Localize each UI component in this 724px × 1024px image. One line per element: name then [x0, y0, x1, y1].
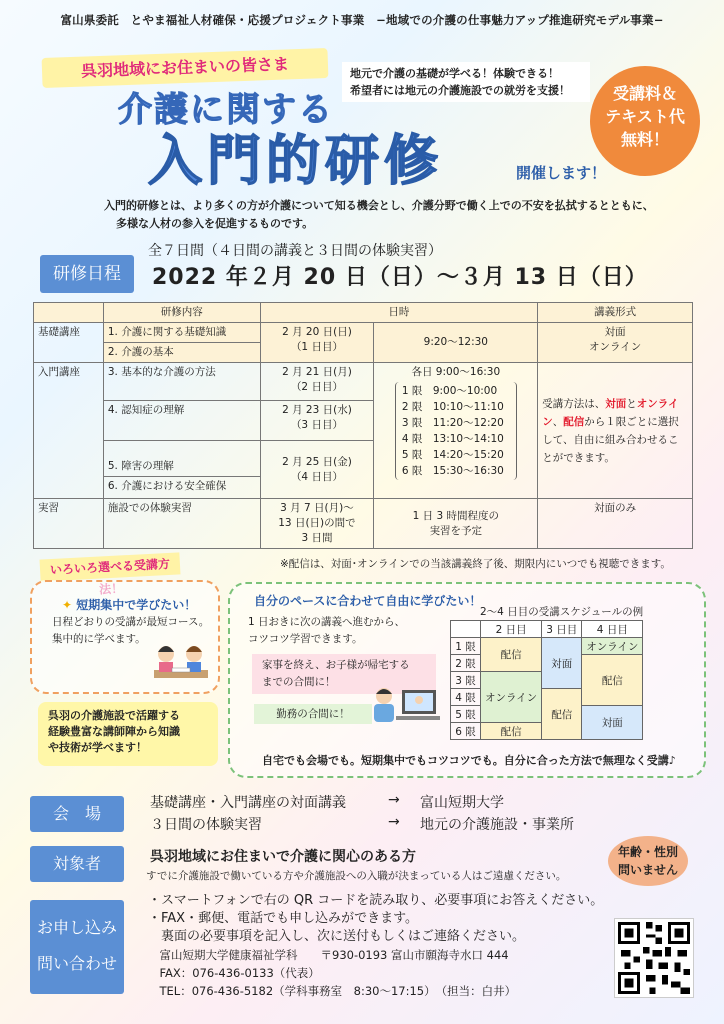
- apply-line-5: FAX：076-436-0133（代表）: [148, 966, 320, 980]
- basic-style-2: オンライン: [589, 341, 642, 353]
- table-header-content: 研修内容: [103, 303, 260, 323]
- table-header-row: [34, 303, 693, 323]
- arrow-right-icon: →: [388, 814, 400, 830]
- course-basic: 基礎講座: [34, 323, 104, 363]
- table-row: [451, 638, 643, 655]
- mini-row-label: 3 限: [451, 672, 481, 689]
- period-2: 2 限 10:10〜11:10: [401, 401, 504, 413]
- flexible-line-2: コツコツ学習できます。: [248, 633, 363, 645]
- intro-item-3: 3. 基本的な介護の方法: [103, 363, 260, 401]
- laptop-user-illustration-icon: [366, 682, 442, 730]
- venue-label: 会 場: [30, 796, 124, 832]
- held-text: 開催します！: [516, 164, 607, 182]
- delivery-note: ※配信は、対面･オンラインでの当該講義終了後、期限内にいつでも視聴できます。: [280, 558, 671, 570]
- venue-dest-2: 地元の介護施設・事業所: [420, 817, 574, 833]
- basic-day-text: （1 日目）: [290, 341, 343, 353]
- table-row: [34, 363, 693, 401]
- mini-cell-taimen: 対面: [582, 706, 643, 740]
- course-intro: 入門講座: [34, 363, 104, 499]
- apply-line-6: TEL：076-436-5182（学科事務室 8:30〜17:15） （担当：白井）: [148, 984, 517, 998]
- work-break-note: 勤務の合間に！: [254, 704, 372, 724]
- practice-date-3: 3 日間: [301, 532, 333, 544]
- mini-header-day4: 4 日目: [582, 621, 643, 638]
- intro-day-3-text: （4 日目）: [290, 470, 343, 483]
- arrow-right-icon: →: [388, 792, 400, 808]
- mini-row-label: 4 限: [451, 689, 481, 706]
- apply-line-2: ・FAX・郵便、電話でも申し込みができます。: [148, 911, 419, 926]
- target-label: 対象者: [30, 846, 124, 882]
- table-header-datetime: 日時: [260, 303, 538, 323]
- intro-line-2: 多様な人材の参入を促進するものです。: [116, 217, 314, 230]
- schedule-table: [33, 302, 693, 549]
- methods-tag: いろいろ選べる受講方法！: [40, 552, 181, 581]
- basic-item-2: 2. 介護の基本: [103, 343, 260, 363]
- title-sub: 介護に関する: [118, 90, 334, 130]
- table-row: [34, 499, 693, 549]
- practice-time: [374, 499, 538, 549]
- mini-cell-taimen: 対面: [542, 638, 582, 689]
- intro-item-4: 4. 認知症の理解: [103, 401, 260, 441]
- intro-date-1: [260, 363, 374, 401]
- feature-line-1: 地元で介護の基礎が学べる！体験できる！: [350, 67, 559, 80]
- housework-line-1: 家事を終え、お子様が帰宅する: [262, 659, 410, 671]
- mini-row-label: 1 限: [451, 638, 481, 655]
- period-1: 1 限 9:00〜10:00: [401, 385, 498, 397]
- period-3: 3 限 11:20〜12:20: [401, 417, 504, 429]
- basic-item-1: 1. 介護に関する基礎知識: [103, 323, 260, 343]
- mini-header-day3: 3 日目: [542, 621, 582, 638]
- age-line-2: 問いません: [617, 863, 678, 877]
- mini-cell-haishin: 配信: [542, 689, 582, 740]
- practice-date-2: 13 日(日)の間で: [278, 517, 356, 529]
- free-line-2: テキスト代: [605, 107, 685, 126]
- style-text-b: 対面: [605, 397, 627, 410]
- housework-line-2: までの合間に！: [262, 676, 336, 688]
- apply-label-2: 問い合わせ: [36, 954, 117, 973]
- mini-cell-haishin: 配信: [481, 723, 542, 740]
- mini-row-label: 2 限: [451, 655, 481, 672]
- practice-time-2: 実習を予定: [429, 524, 483, 537]
- apply-label: [30, 900, 124, 994]
- qr-code-icon[interactable]: [614, 918, 694, 998]
- mini-cell-online: オンライン: [481, 672, 542, 723]
- mini-header-blank: [451, 621, 481, 638]
- free-badge: [590, 66, 700, 176]
- apply-line-4: 富山短期大学健康福祉学科 〒930-0193 富山市願海寺水口 444: [148, 948, 509, 962]
- instructor-line-2: 経験豊富な講師陣から知識: [48, 725, 180, 738]
- style-text-c: と: [626, 397, 637, 410]
- basic-date: [260, 323, 374, 363]
- period-5: 5 限 14:20〜15:20: [401, 449, 504, 461]
- table-header-blank: [34, 303, 104, 323]
- venue-line-1: 基礎講座・入門講座の対面講義: [150, 795, 346, 811]
- bulb-icon: ✦: [62, 598, 73, 612]
- basic-time: 9:20〜12:30: [374, 323, 538, 363]
- short-course-line-1: 日程どおりの受講が最短コース。: [52, 616, 210, 628]
- practice-time-1: 1 日 3 時間程度の: [412, 509, 499, 522]
- basic-style: [538, 323, 693, 363]
- intro-time: [374, 363, 538, 499]
- mini-schedule-table: [450, 620, 643, 740]
- mini-schedule-title: 2〜4 日目の受講スケジュールの例: [480, 606, 644, 618]
- short-course-title: [62, 596, 196, 613]
- apply-body: [148, 892, 604, 1000]
- mini-cell-haishin: 配信: [582, 655, 643, 706]
- style-text-e: 、: [552, 415, 564, 428]
- mini-header-row: [451, 621, 643, 638]
- intro-date-1-text: 2 月 21 日(月): [282, 366, 352, 378]
- schedule-label: 研修日程: [40, 255, 134, 293]
- intro-item-6: 6. 介護における安全確保: [103, 477, 260, 499]
- schedule-date-range: 2022 年２月 20 日（日）〜３月 13 日（日）: [152, 265, 648, 290]
- style-text-a: 受講方法は、: [542, 397, 606, 410]
- mini-header-day2: 2 日目: [481, 621, 542, 638]
- period-4: 4 限 13:10〜14:10: [401, 433, 504, 445]
- mini-cell-online: オンライン: [582, 638, 643, 655]
- venue-dest-1: 富山短期大学: [420, 795, 504, 811]
- practice-date-1: 3 月 7 日(月)〜: [280, 502, 354, 514]
- mini-cell-haishin: 配信: [481, 638, 542, 672]
- intro-date-2: [260, 401, 374, 441]
- period-6: 6 限 15:30〜16:30: [401, 465, 504, 477]
- flexible-course-title: [254, 592, 481, 609]
- audience-tag: 呉羽地域にお住まいの皆さま: [42, 48, 329, 88]
- intro-date-3-text: 2 月 25 日(金): [282, 455, 352, 468]
- practice-content: 施設での体験実習: [103, 499, 260, 549]
- instructor-line-3: や技術が学べます！: [48, 741, 147, 754]
- intro-time-head: 各日 9:00〜16:30: [411, 366, 501, 378]
- page-title: 入門的研修: [148, 129, 443, 192]
- period-list: [395, 382, 517, 480]
- sponsor-line: 富山県委託 とやま福祉人材確保・応援プロジェクト事業 −地域での介護の仕事魅力アップ推進研究モデル事業−: [60, 13, 664, 27]
- flexible-course-title-text: 自分のペースに合わせて自由に学びたい！: [254, 594, 482, 608]
- basic-date-text: 2 月 20 日(日): [282, 326, 352, 338]
- practice-date: [260, 499, 374, 549]
- flexible-course-body: [248, 614, 405, 648]
- basic-style-1: 対面: [604, 326, 626, 338]
- age-gender-badge: [608, 836, 688, 886]
- students-illustration-icon: [150, 632, 212, 688]
- style-text-f: 配信: [563, 415, 585, 428]
- feature-line-2: 希望者には地元の介護施設での就労を支援！: [350, 84, 570, 97]
- mini-row-label: 6 限: [451, 723, 481, 740]
- feature-box: [342, 62, 590, 102]
- intro-date-3: [260, 441, 374, 499]
- intro-day-1-text: （2 日目）: [290, 381, 343, 393]
- intro-item-5: 5. 障害の理解: [103, 441, 260, 477]
- intro-style: [538, 363, 693, 499]
- table-row: [34, 323, 693, 343]
- target-sub: すでに介護施設で働いている方や介護施設への入職が決まっている人はご遠慮ください。: [146, 870, 567, 882]
- intro-day-2-text: （3 日目）: [290, 419, 343, 431]
- intro-line-1: 入門的研修とは、より多くの方が介護について知る機会とし、介護分野で働く上での不安を払拭するとともに、: [104, 199, 654, 212]
- short-course-title-text: 短期集中で学びたい！: [76, 598, 197, 612]
- target-main: 呉羽地域にお住まいで介護に関心のある方: [150, 849, 416, 865]
- intro-text: [104, 197, 664, 233]
- instructor-line-1: 呉羽の介護施設で活躍する: [48, 709, 180, 722]
- age-line-1: 年齢・性別: [617, 845, 678, 859]
- methods-summary: 自宅でも会場でも。短期集中でもコツコツでも。自分に合った方法で無理なく受講♪: [262, 754, 676, 767]
- practice-style: 対面のみ: [538, 499, 693, 549]
- instructor-note: [38, 702, 218, 766]
- style-text-d: オンライン: [542, 397, 679, 428]
- venue-line-2: ３日間の体験実習: [150, 817, 262, 833]
- flexible-line-1: 1 日おきに次の講義へ進むから、: [248, 616, 406, 628]
- mini-row-label: 5 限: [451, 706, 481, 723]
- intro-date-2-text: 2 月 23 日(水): [282, 404, 352, 416]
- apply-line-3: 裏面の必要事項を記入し、次に送付もしくはご連絡ください。: [148, 929, 526, 944]
- free-line-3: 無料！: [620, 130, 669, 149]
- apply-label-1: お申し込み: [36, 918, 117, 937]
- short-course-line-2: 集中的に学べます。: [52, 633, 146, 645]
- table-header-style: 講義形式: [538, 303, 693, 323]
- free-line-1: 受講料＆: [612, 84, 677, 103]
- schedule-period: 全７日間（４日間の講義と３日間の体験実習）: [148, 243, 442, 259]
- course-practice: 実習: [34, 499, 104, 549]
- style-text-g: から１限ごとに選択して、自由に組み合わせることができます。: [542, 415, 679, 464]
- apply-line-1: ・スマートフォンで右の QR コードを読み取り、必要事項にお答えください。: [148, 893, 604, 908]
